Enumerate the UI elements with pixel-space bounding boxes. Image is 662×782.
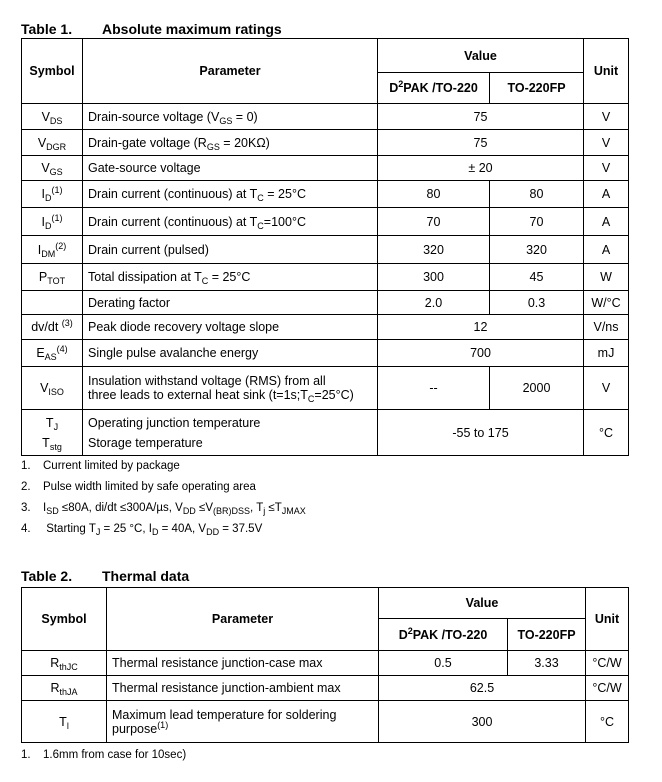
value-cell: -55 to 175 — [378, 410, 584, 456]
unit-cell: V — [584, 156, 629, 181]
value-cell: 62.5 — [379, 676, 586, 701]
header-value: Value — [379, 588, 586, 619]
table-row — [22, 340, 629, 367]
table-row-viso — [22, 367, 629, 410]
header-d2pak-to220: $D^2PAK$ /TO-220 — [378, 73, 490, 104]
footnote-text: Pulse width limited by safe operating area — [43, 481, 256, 493]
value-cell-to220fp: 45 — [490, 264, 584, 291]
symbol-cell: $T_J$ $T_{stg}$ — [22, 410, 83, 456]
header-d2pak-to220: $D^2PAK$ /TO-220 — [379, 619, 508, 651]
value-cell: ± 20 — [378, 156, 584, 181]
footnote-text: Current limited by package — [43, 460, 180, 472]
unit-cell: W — [584, 264, 629, 291]
table-row-temperature — [22, 410, 629, 456]
parameter-cell: Peak diode recovery voltage slope — [83, 315, 378, 340]
unit-cell: A — [584, 181, 629, 208]
value-cell-to220fp: 70 — [490, 208, 584, 236]
symbol-cell: $I_{DM}^{(2)}$ — [22, 236, 83, 264]
parameter-cell: Drain current (pulsed) — [83, 236, 378, 264]
unit-cell: A — [584, 236, 629, 264]
unit-cell: A — [584, 208, 629, 236]
unit-cell: °C/W — [586, 676, 629, 701]
value-cell: 75 — [378, 104, 584, 130]
parameter-cell: Drain current (continuous) at $T_C=100^\circ C$ — [83, 208, 378, 236]
parameter-cell: Insulation withstand voltage (RMS) from all three leads to external heat sink $(t=1s;T_C=25^\circ C)$ — [83, 367, 378, 410]
symbol-cell — [22, 291, 83, 315]
parameter-cell: Thermal resistance junction-ambient max — [107, 676, 379, 701]
footnote — [21, 460, 180, 472]
parameter-cell: Drain current (continuous) at $T_C = 25^\circ C$ — [83, 181, 378, 208]
value-cell-d2pak: 70 — [378, 208, 490, 236]
table2-title: Thermal data — [102, 568, 190, 584]
value-cell: 700 — [378, 340, 584, 367]
symbol-cell: $P_{TOT}$ — [22, 264, 83, 291]
table-row — [22, 236, 629, 264]
unit-cell: V/ns — [584, 315, 629, 340]
table2-number: Table 2. — [21, 568, 73, 584]
value-cell-d2pak: 0.5 — [379, 651, 508, 676]
table-row — [22, 208, 629, 236]
table-row — [22, 676, 629, 701]
symbol-cell: $E_{AS}^{(4)}$ — [22, 340, 83, 367]
symbol-cell: $V_{DGR}$ — [22, 130, 83, 156]
table1-number: Table 1. — [21, 21, 73, 37]
symbol-cell: $I_D^{(1)}$ — [22, 181, 83, 208]
value-cell: 300 — [379, 701, 586, 743]
header-value: Value — [378, 39, 584, 73]
table-row-tl — [22, 701, 629, 743]
parameter-cell: Drain-gate voltage $(R_{GS} = 20K\Omega)$ — [83, 130, 378, 156]
value-cell-d2pak: 2.0 — [378, 291, 490, 315]
parameter-cell: Gate-source voltage — [83, 156, 378, 181]
header-to220fp: TO-220FP — [490, 73, 584, 104]
parameter-cell: Derating factor — [83, 291, 378, 315]
value-cell-to220fp: 3.33 — [508, 651, 586, 676]
unit-cell: V — [584, 104, 629, 130]
footnote-number: 3. — [21, 502, 31, 514]
symbol-cell: $T_l$ — [22, 701, 107, 743]
table-row — [22, 315, 629, 340]
unit-cell: V — [584, 130, 629, 156]
parameter-cell: Thermal resistance junction-case max — [107, 651, 379, 676]
unit-cell: mJ — [584, 340, 629, 367]
header-unit: Unit — [586, 588, 629, 651]
symbol-cell: $I_D^{(1)}$ — [22, 208, 83, 236]
header-symbol: Symbol — [22, 39, 83, 104]
table1-title: Absolute maximum ratings — [102, 21, 282, 37]
footnote-number: 1. — [21, 749, 31, 761]
value-cell-to220fp: 0.3 — [490, 291, 584, 315]
table1-caption — [21, 21, 282, 37]
value-cell: 12 — [378, 315, 584, 340]
footnote-number: 1. — [21, 460, 31, 472]
unit-cell: °C/W — [586, 651, 629, 676]
header-parameter: Parameter — [83, 39, 378, 104]
symbol-cell: $V_{DS}$ — [22, 104, 83, 130]
symbol-cell: $R_{thJA}$ — [22, 676, 107, 701]
footnote — [21, 749, 186, 761]
table-row — [22, 181, 629, 208]
table-row — [22, 156, 629, 181]
table-row — [22, 104, 629, 130]
table-row — [22, 651, 629, 676]
unit-cell: °C — [586, 701, 629, 743]
symbol-cell: $R_{thJC}$ — [22, 651, 107, 676]
value-cell-d2pak: 80 — [378, 181, 490, 208]
unit-cell: W/°C — [584, 291, 629, 315]
footnote-number: 4. — [21, 523, 31, 535]
table-row — [22, 130, 629, 156]
symbol-cell: $V_{ISO}$ — [22, 367, 83, 410]
value-cell-d2pak: 300 — [378, 264, 490, 291]
value-cell: 75 — [378, 130, 584, 156]
value-cell-d2pak: -- — [378, 367, 490, 410]
unit-cell: °C — [584, 410, 629, 456]
thermal-data-table — [21, 587, 629, 743]
footnote — [21, 481, 256, 493]
header-unit: Unit — [584, 39, 629, 104]
header-symbol: Symbol — [22, 588, 107, 651]
value-cell-d2pak: 320 — [378, 236, 490, 264]
table2-caption — [21, 568, 189, 584]
parameter-cell: Total dissipation at $T_C = 25^\circ C$ — [83, 264, 378, 291]
footnote-number: 2. — [21, 481, 31, 493]
header-to220fp: TO-220FP — [508, 619, 586, 651]
value-cell-to220fp: 320 — [490, 236, 584, 264]
footnote-text: Starting $T_J = 25$ °C, $I_D = 40A$, $V_{DD} = 37.5V$ — [43, 523, 263, 537]
unit-cell: V — [584, 367, 629, 410]
footnote — [21, 523, 262, 535]
value-cell-to220fp: 80 — [490, 181, 584, 208]
table-row — [22, 291, 629, 315]
parameter-cell: Single pulse avalanche energy — [83, 340, 378, 367]
footnote-text: 1.6mm from case for 10sec) — [43, 749, 187, 761]
header-parameter: Parameter — [107, 588, 379, 651]
footnote — [21, 502, 306, 514]
symbol-cell: $V_{GS}$ — [22, 156, 83, 181]
value-cell-to220fp: 2000 — [490, 367, 584, 410]
parameter-cell: Operating junction temperature Storage temperature — [83, 410, 378, 456]
symbol-cell: dv/dt $^{(3)}$ — [22, 315, 83, 340]
parameter-cell: Maximum lead temperature for soldering purpose$^{(1)}$ — [107, 701, 379, 743]
footnote-text: $I_{SD} \le 80A$, di/dt ≤300A/µs, $V_{DD} \le V_{(BR)DSS}$, $T_j \le T_{JMAX}$ — [43, 502, 306, 516]
parameter-cell: Drain-source voltage $(V_{GS} = 0)$ — [83, 104, 378, 130]
table-row — [22, 264, 629, 291]
absolute-maximum-ratings-table — [21, 38, 629, 456]
